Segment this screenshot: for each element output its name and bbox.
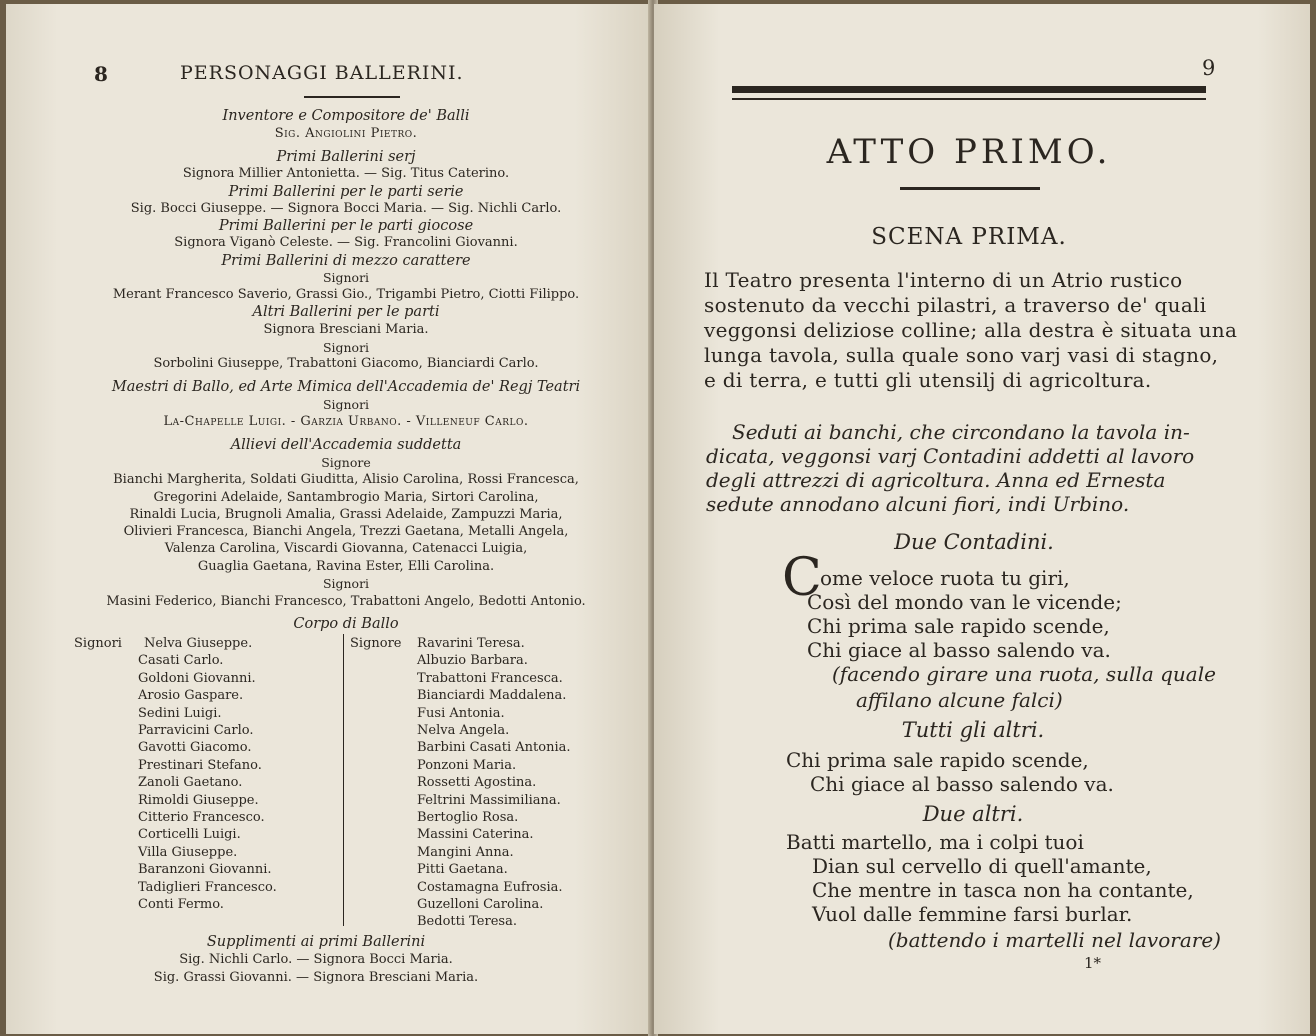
cast-line: Primi Ballerini di mezzo carattere <box>221 253 471 269</box>
verse-line: Vuol dalle femmine farsi burlar. <box>812 902 1133 926</box>
signature-mark: 1* <box>1084 954 1102 972</box>
cast-line: Primi Ballerini per le parti serie <box>228 184 464 200</box>
verse-line: Batti martello, ma i colpi tuoi <box>786 830 1084 854</box>
cast-line: Corpo di Ballo <box>293 616 399 632</box>
cast-line: Signori <box>322 270 370 285</box>
cast-line: Olivieri Francesca, Bianchi Angela, Trezzi Gaetana, Metalli Angela, <box>123 524 569 539</box>
right-page <box>654 4 1310 1034</box>
cast-line: Maestri di Ballo, ed Arte Mimica dell'Accademia de' Regj Teatri <box>111 379 581 395</box>
direction-2: (battendo i martelli nel lavorare) <box>888 928 1221 952</box>
corpo-name-right: Barbini Casati Antonia. <box>417 740 571 756</box>
direction-line: (facendo girare una ruota, sulla quale <box>832 662 1216 686</box>
act-rule <box>900 187 1040 190</box>
supplimenti-line: Supplimenti ai primi Ballerini <box>206 934 426 950</box>
cast-line: Sorbolini Giuseppe, Trabattoni Giacomo, Bianciardi Carlo. <box>153 356 539 371</box>
cast-line: La-Chapelle Luigi. - Garzia Urbano. - Villeneuf Carlo. <box>163 414 529 429</box>
direction-line: affilano alcune falci) <box>856 688 1063 712</box>
corpo-name-right: Albuzio Barbara. <box>417 653 528 669</box>
corpo-name-right: Fusi Antonia. <box>417 705 505 721</box>
corpo-name-left: Arosio Gaspare. <box>138 688 244 704</box>
corpo-name-left: Rimoldi Giuseppe. <box>138 792 259 808</box>
corpo-name-left: Corticelli Luigi. <box>138 827 241 843</box>
description-line: Il Teatro presenta l'interno di un Atrio rustico <box>704 268 1183 292</box>
act-title: ATTO PRIMO. <box>826 132 1112 172</box>
corpo-name-right: Ponzoni Maria. <box>417 757 517 773</box>
corpo-name-right: Rossetti Agostina. <box>417 775 537 791</box>
cast-line: Guaglia Gaetana, Ravina Ester, Elli Carolina. <box>197 559 495 574</box>
cast-line: Gregorini Adelaide, Santambrogio Maria, Sirtori Carolina, <box>153 490 539 505</box>
cast-line: Sig. Angiolini Pietro. <box>274 126 418 141</box>
corpo-name-right: Pitti Gaetana. <box>417 862 508 878</box>
corpo-name-right: Costamagna Eufrosia. <box>417 879 563 895</box>
cast-line: Signori <box>322 340 370 355</box>
corpo-name-right: Trabattoni Francesca. <box>417 670 563 686</box>
stage-direction-line: degli attrezzi di agricoltura. Anna ed Ernesta <box>706 468 1166 492</box>
corpo-name-left: Prestinari Stefano. <box>138 757 262 773</box>
verse-line: Chi giace al basso salendo va. <box>810 772 1114 796</box>
cast-line: Signora Millier Antonietta. — Sig. Titus Caterino. <box>182 166 510 181</box>
corpo-name-left: Villa Giuseppe. <box>138 844 238 860</box>
corpo-name-right: Guzelloni Carolina. <box>417 897 544 912</box>
cast-line: Allievi dell'Accademia suddetta <box>230 437 462 453</box>
left-page <box>6 4 652 1034</box>
cast-line: Signori <box>322 397 370 412</box>
corpo-name-left: Casati Carlo. <box>138 653 224 669</box>
corpo-name-left: Zanoli Gaetano. <box>138 775 243 791</box>
cast-line: Valenza Carolina, Viscardi Giovanna, Catenacci Luigia, <box>164 541 528 556</box>
cast-line: Signore <box>321 455 371 470</box>
cast-line: Inventore e Compositore de' Balli <box>222 108 470 124</box>
description-line: sostenuto da vecchi pilastri, a traverso de' quali <box>704 293 1207 317</box>
corpo-name-right: Bedotti Teresa. <box>417 914 517 930</box>
corpo-name-left: Citterio Francesco. <box>138 810 265 825</box>
corpo-prefix-left: Signori <box>74 636 122 651</box>
corpo-name-left: Gavotti Giacomo. <box>138 740 252 756</box>
cast-line: Merant Francesco Saverio, Grassi Gio., Trigambi Pietro, Ciotti Filippo. <box>112 287 580 302</box>
verse-line: Dian sul cervello di quell'amante, <box>812 854 1152 878</box>
speaker-due-altri: Due altri. <box>922 802 1024 826</box>
verse-line: Così del mondo van le vicende; <box>807 590 1122 614</box>
verse-line: Chi prima sale rapido scende, <box>807 614 1110 638</box>
head-rule-thin <box>732 98 1206 100</box>
cast-line: Masini Federico, Bianchi Francesco, Trabattoni Angelo, Bedotti Antonio. <box>106 594 586 609</box>
corpo-name-left: Parravicini Carlo. <box>138 723 254 738</box>
drop-cap: C <box>782 548 822 608</box>
supplimenti-line: Sig. Grassi Giovanni. — Signora Bresciani Maria. <box>153 970 479 985</box>
verse-line: Chi giace al basso salendo va. <box>807 638 1111 662</box>
cast-line: Primi Ballerini per le parti giocose <box>218 218 474 234</box>
corpo-name-left: Conti Fermo. <box>138 897 224 912</box>
corpo-name-right: Nelva Angela. <box>417 723 510 738</box>
stage-direction-line: dicata, veggonsi varj Contadini addetti al lavoro <box>706 444 1195 468</box>
head-rule-thick <box>732 86 1206 93</box>
cast-line: Signora Bresciani Maria. <box>263 322 429 337</box>
verse-line: ome veloce ruota tu giri, <box>820 566 1070 590</box>
corpo-prefix-right: Signore <box>350 636 402 651</box>
corpo-name-left: Goldoni Giovanni. <box>138 670 256 686</box>
cast-line: Signora Viganò Celeste. — Sig. Francolini Giovanni. <box>174 235 518 250</box>
running-head: PERSONAGGI BALLERINI. <box>180 62 464 84</box>
stage-direction-line: sedute annodano alcuni fiori, indi Urbino. <box>706 492 1130 516</box>
verse-line: Chi prima sale rapido scende, <box>786 748 1089 772</box>
supplimenti-line: Sig. Nichli Carlo. — Signora Bocci Maria. <box>179 952 453 967</box>
corpo-name-right: Feltrini Massimiliana. <box>417 792 561 808</box>
scene-title: SCENA PRIMA. <box>871 224 1067 250</box>
speaker-tutti: Tutti gli altri. <box>901 718 1045 742</box>
cast-line: Bianchi Margherita, Soldati Giuditta, Alisio Carolina, Rossi Francesca, <box>113 472 579 487</box>
corpo-name-left: Sedini Luigi. <box>138 705 222 721</box>
speaker-due-contadini: Due Contadini. <box>894 530 1054 554</box>
corpo-name-right: Bianciardi Maddalena. <box>417 688 567 704</box>
page-number-left: 8 <box>94 62 108 86</box>
page-number-right: 9 <box>1202 56 1216 80</box>
corpo-name-right: Bertoglio Rosa. <box>417 810 519 825</box>
corpo-name-right: Mangini Anna. <box>417 844 514 860</box>
description-line: lunga tavola, sulla quale sono varj vasi di stagno, <box>704 343 1219 367</box>
corpo-column-divider <box>343 634 344 926</box>
corpo-name-left: Nelva Giuseppe. <box>144 636 253 651</box>
corpo-name-right: Ravarini Teresa. <box>417 636 525 651</box>
corpo-name-right: Massini Caterina. <box>417 827 534 843</box>
cast-line: Sig. Bocci Giuseppe. — Signora Bocci Maria. — Sig. Nichli Carlo. <box>130 201 562 216</box>
description-line: veggonsi deliziose colline; alla destra è situata una <box>704 318 1238 342</box>
corpo-name-left: Tadiglieri Francesco. <box>138 879 277 895</box>
description-line: e di terra, e tutti gli utensilj di agricoltura. <box>704 368 1152 392</box>
cast-line: Primi Ballerini serj <box>276 149 416 165</box>
cast-line: Rinaldi Lucia, Brugnoli Amalia, Grassi Adelaide, Zampuzzi Maria, <box>129 507 563 522</box>
cast-line: Signori <box>322 576 370 591</box>
verse-line: Che mentre in tasca non ha contante, <box>812 878 1194 902</box>
stage-direction-line: Seduti ai banchi, che circondano la tavola in- <box>732 420 1190 444</box>
cast-line: Altri Ballerini per le parti <box>252 304 440 320</box>
head-rule-left <box>304 96 400 98</box>
corpo-name-left: Baranzoni Giovanni. <box>138 862 272 878</box>
